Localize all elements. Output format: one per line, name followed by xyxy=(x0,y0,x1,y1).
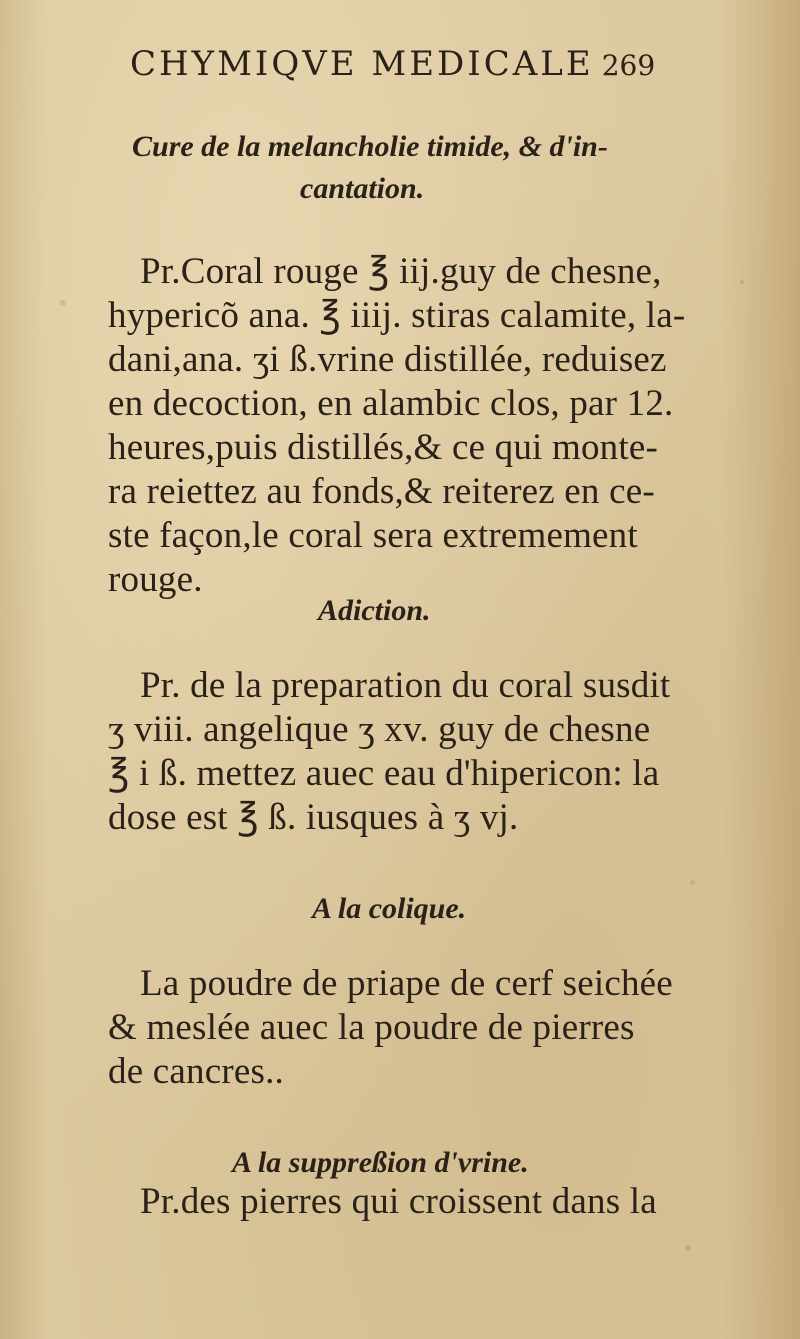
heading-line: A la suppreßion d'vrine. xyxy=(232,1146,529,1179)
section-heading-adiction xyxy=(318,590,431,632)
recipe-paragraph-colique xyxy=(108,962,673,1094)
heading-line: A la colique. xyxy=(312,892,467,925)
paper-speck xyxy=(685,1245,691,1251)
text-line: La poudre de priape de cerf seichée xyxy=(140,963,673,1004)
heading-line: cantation. xyxy=(300,172,425,205)
text-line: rouge. xyxy=(108,559,203,600)
text-line: & meslée auec la poudre de pierres xyxy=(108,1007,635,1048)
text-line: heures,puis distillés,& ce qui monte- xyxy=(108,427,658,468)
text-line: Pr.Coral rouge ℥ iij.guy de chesne, xyxy=(140,251,662,292)
paper-speck xyxy=(740,280,744,284)
page-number: 269 xyxy=(601,49,656,82)
running-head-title: CHYMIQVE MEDICALE xyxy=(130,44,594,84)
heading-line: Adiction. xyxy=(318,594,431,627)
text-line: ℥ i ß. mettez auec eau d'hipericon: la xyxy=(108,753,660,794)
text-line: ste façon,le coral sera extremement xyxy=(108,515,638,556)
text-line: dani,ana. ʒi ß.vrine distillée, reduisez xyxy=(108,339,667,380)
paper-speck xyxy=(60,300,66,306)
recipe-paragraph-suppression xyxy=(108,1180,668,1224)
text-line: de cancres.. xyxy=(108,1051,284,1092)
section-heading-melancholie xyxy=(132,126,608,210)
text-line: dose est ℥ ß. iusques à ʒ vj. xyxy=(108,797,519,838)
section-heading-colique xyxy=(312,888,466,930)
text-line: hypericõ ana. ℥ iiij. stiras calamite, la- xyxy=(108,295,686,336)
text-line: ʒ viii. angelique ʒ xv. guy de chesne xyxy=(108,709,651,750)
recipe-paragraph-coral xyxy=(108,250,686,602)
text-line: Pr.des pierres qui croissent dans la xyxy=(140,1181,657,1222)
paper-speck xyxy=(690,880,695,885)
recipe-paragraph-adiction xyxy=(108,664,671,840)
running-head xyxy=(130,44,670,84)
text-line: ra reiettez au fonds,& reiterez en ce- xyxy=(108,471,655,512)
heading-line: Cure de la melancholie timide, & d'in- xyxy=(132,130,608,163)
text-line: Pr. de la preparation du coral susdit xyxy=(140,665,671,706)
section-heading-suppression xyxy=(232,1142,529,1184)
text-line: en decoction, en alambic clos, par 12. xyxy=(108,383,674,424)
